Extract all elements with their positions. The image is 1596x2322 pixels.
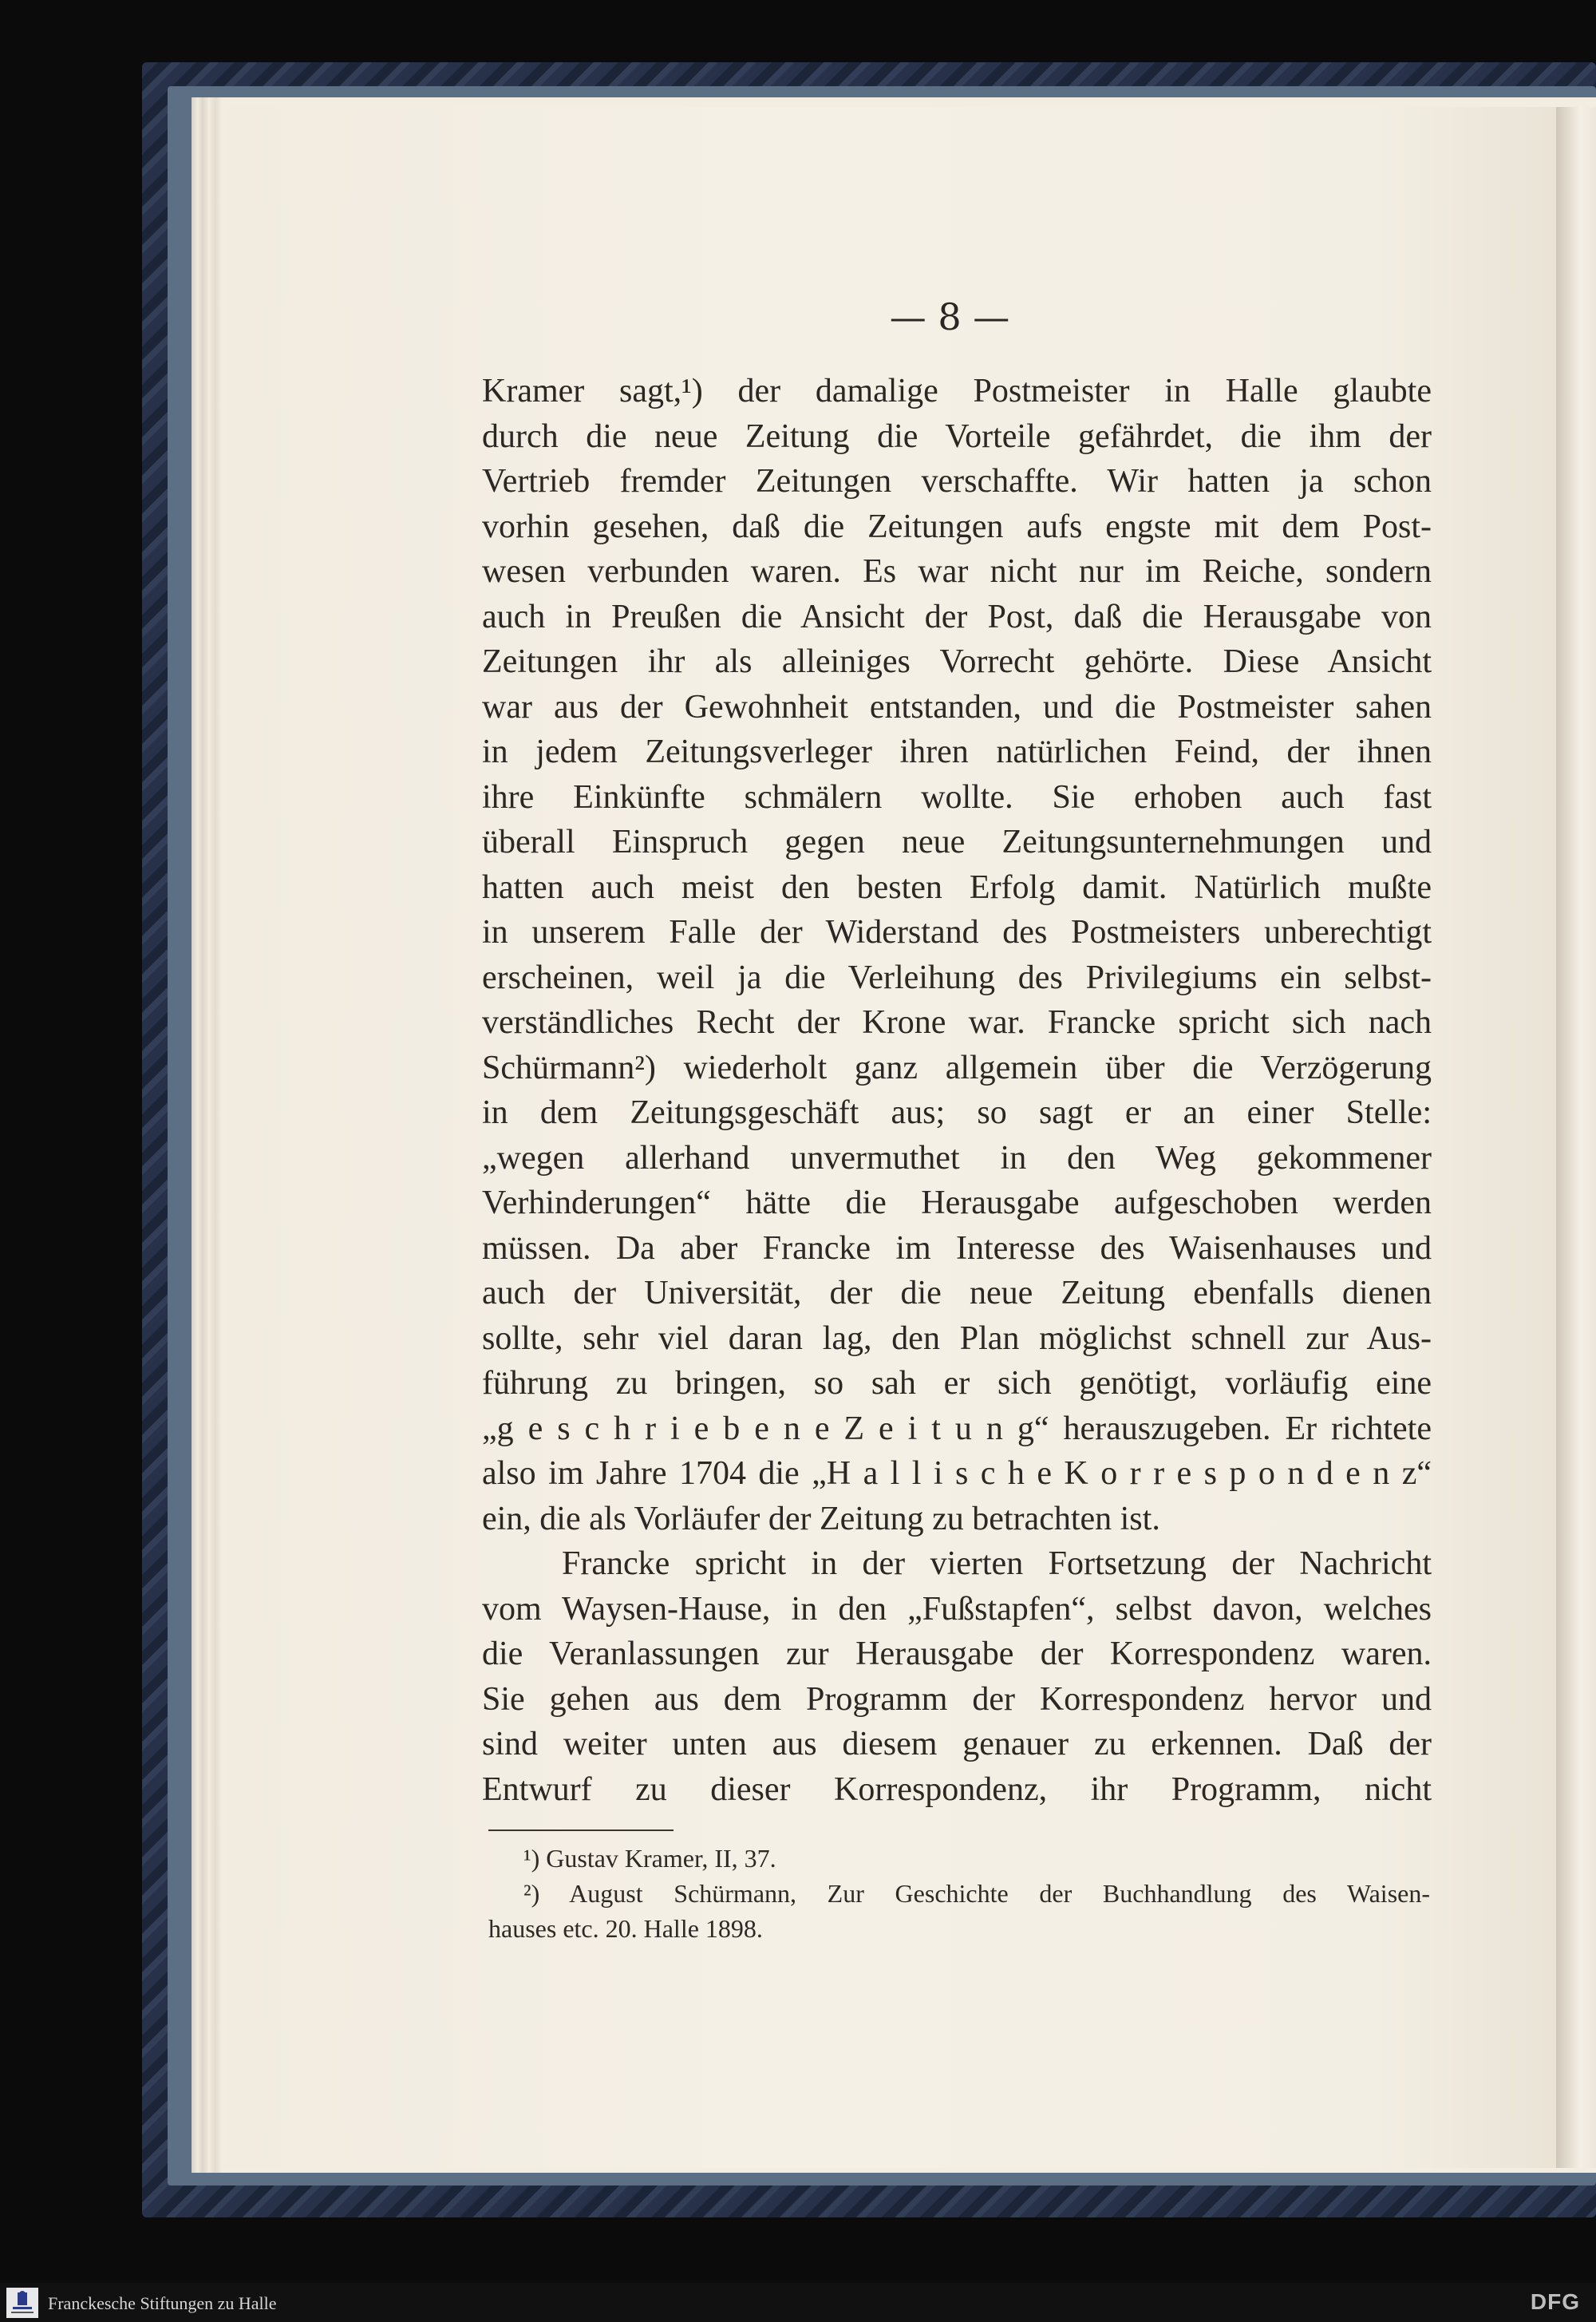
- text-line: Vertrieb fremder Zeitungen verschaffte. Wir hatten ja schon: [482, 463, 1432, 500]
- paragraph-start-line: Francke spricht in der vierten Fortsetzung der Nachricht: [562, 1545, 1432, 1582]
- text-line: war aus der Gewohnheit entstanden, und die Postmeister sahen: [482, 688, 1432, 726]
- text-line: auch der Universität, der die neue Zeitung ebenfalls dienen: [482, 1275, 1432, 1311]
- text-line: sollte, sehr viel daran lag, den Plan möglichst schnell zur Aus-: [482, 1319, 1432, 1357]
- text-line: Entwurf zu dieser Korrespondenz, ihr Programm, nicht: [482, 1770, 1432, 1808]
- text-line: in jedem Zeitungsverleger ihren natürlichen Feind, der ihnen: [482, 734, 1432, 770]
- text-line: wesen verbunden waren. Es war nicht nur im Reiche, sondern: [482, 553, 1432, 590]
- text-line: Sie gehen aus dem Programm der Korrespondenz hervor und: [482, 1680, 1432, 1718]
- footnote-1: ¹) Gustav Kramer, II, 37.: [523, 1844, 776, 1873]
- text-line: überall Einspruch gegen neue Zeitungsunternehmungen und: [482, 824, 1432, 860]
- footnotes: [488, 1841, 1430, 1946]
- text-line: vom Waysen-Hause, in den „Fußstapfen“, selbst davon, welches: [482, 1590, 1432, 1628]
- body-text: [482, 369, 1432, 1812]
- page-fold: [1556, 107, 1596, 2168]
- dfg-mark: DFG: [1530, 2289, 1580, 2314]
- text-line: Zeitungen ihr als alleiniges Vorrecht gehörte. Diese Ansicht: [482, 643, 1432, 680]
- text-line: also im Jahre 1704 die „H a l l i s c h e K o r r e s p o n d e n z“: [482, 1455, 1432, 1492]
- text-line: durch die neue Zeitung die Vorteile gefährdet, die ihm der: [482, 417, 1432, 455]
- text-line: in dem Zeitungsgeschäft aus; so sagt er an einer Stelle:: [482, 1094, 1432, 1131]
- text-line: verständliches Recht der Krone war. Francke spricht sich nach: [482, 1004, 1432, 1041]
- footnote-2-continued: hauses etc. 20. Halle 1898.: [488, 1914, 763, 1943]
- text-line: müssen. Da aber Francke im Interesse des Waisenhauses und: [482, 1229, 1432, 1267]
- francke-foundation-logo-icon: [6, 2288, 38, 2318]
- text-line: Kramer sagt,¹) der damalige Postmeister in Halle glaubte: [482, 373, 1432, 409]
- text-line: Schürmann²) wiederholt ganz allgemein über die Verzögerung: [482, 1049, 1432, 1086]
- text-line: führung zu bringen, so sah er sich genötigt, vorläufig eine: [482, 1365, 1432, 1402]
- footnote-2: ²) August Schürmann, Zur Geschichte der Buchhandlung des Waisen-: [523, 1879, 1430, 1908]
- text-line: erscheinen, weil ja die Verleihung des Privilegiums ein selbst-: [482, 959, 1432, 996]
- text-line: sind weiter unten aus diesem genauer zu erkennen. Daß der: [482, 1726, 1432, 1762]
- page-number: — 8 —: [889, 295, 1010, 338]
- text-line: in unserem Falle der Widerstand des Postmeisters unberechtigt: [482, 914, 1432, 951]
- footnote-divider: [488, 1830, 674, 1831]
- paragraph-end-line: ein, die als Vorläufer der Zeitung zu betrachten ist.: [482, 1500, 1160, 1537]
- text-line: „g e s c h r i e b e n e Z e i t u n g“ herauszugeben. Er richtete: [482, 1410, 1432, 1447]
- text-line: auch in Preußen die Ansicht der Post, daß die Herausgabe von: [482, 598, 1432, 635]
- text-line: ihre Einkünfte schmälern wollte. Sie erhoben auch fast: [482, 778, 1432, 816]
- institution-name: Franckesche Stiftungen zu Halle: [48, 2293, 277, 2313]
- text-line: hatten auch meist den besten Erfolg damit. Natürlich mußte: [482, 868, 1432, 906]
- text-line: die Veranlassungen zur Herausgabe der Korrespondenz waren.: [482, 1636, 1432, 1672]
- text-line: Verhinderungen“ hätte die Herausgabe aufgeschoben werden: [482, 1185, 1432, 1221]
- text-line: „wegen allerhand unvermuthet in den Weg gekommener: [482, 1139, 1432, 1177]
- text-line: vorhin gesehen, daß die Zeitungen aufs engste mit dem Post-: [482, 508, 1432, 545]
